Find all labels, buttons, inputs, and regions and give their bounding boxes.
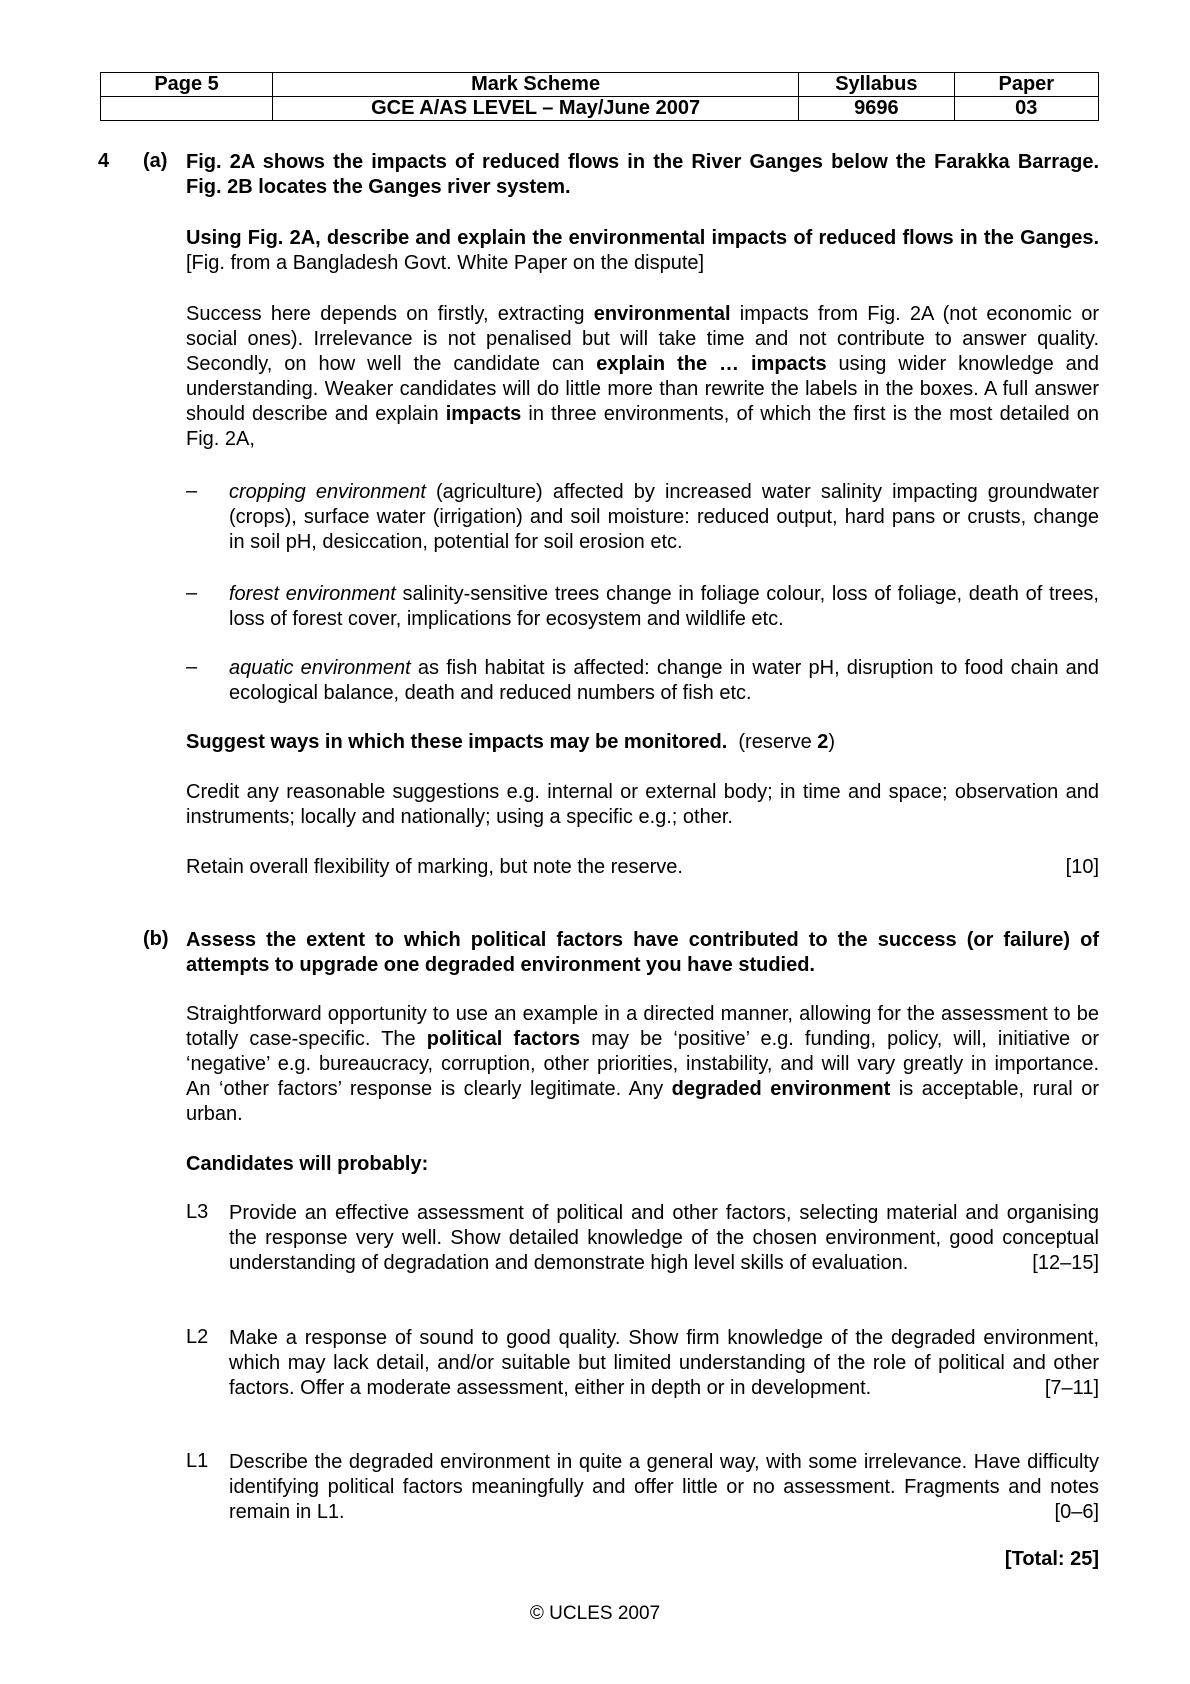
header-syllabus-code: 9696: [799, 97, 954, 121]
reserve-text: (reserve: [738, 731, 818, 753]
guidance-bold-impacts: impacts: [445, 403, 522, 425]
guidance-text: Success here depends on firstly, extracting: [186, 303, 594, 325]
level-label: L1: [186, 1450, 209, 1472]
bullet-text: (agriculture) affected by increased water salinity impacting groundwater (crops), surface water (irrigation) and soil moisture: reduced output, hard pans or crusts, change in soil pH, desiccation, potential for soil erosion etc.: [229, 481, 1099, 553]
header-exam: GCE A/AS LEVEL – May/June 2007: [273, 97, 799, 121]
header-row-1: [101, 73, 1099, 97]
bullet-aquatic: [229, 656, 1099, 706]
part-b-label: (b): [143, 928, 169, 950]
level-text: Make a response of sound to good quality. Show firm knowledge of the degraded environment, which may lack detail, and/or suitable but limited understanding of the role of political and other factors. Offer a moderate assessment, either in depth or in development.: [229, 1327, 1099, 1399]
question-number: 4: [98, 150, 110, 172]
guidance-text: is acceptable, rural or urban.: [186, 1078, 1099, 1125]
level-text: Provide an effective assessment of political and other factors, selecting material and organising the response very well. Show detailed knowledge of the chosen environment, good conceptual understanding of degradation and demonstrate high level skills of evaluation.: [229, 1202, 1099, 1274]
bullet-term: cropping environment: [229, 481, 426, 503]
level-mark: [7–11]: [1044, 1377, 1099, 1399]
level-text: Describe the degraded environment in quite a general way, with some irrelevance. Have difficulty identifying political factors meaningfully and offer little or no assessment. Fragments and notes remain in L1.: [229, 1451, 1099, 1523]
bullet-dash: –: [186, 582, 198, 604]
guidance-bold-environmental: environmental: [593, 303, 731, 325]
bullet-forest: [229, 582, 1099, 632]
part-a-label: (a): [143, 150, 168, 172]
level-3-descriptor: [229, 1201, 1099, 1276]
guidance-text: in three environments, of which the first is the most detailed on Fig. 2A,: [186, 403, 1099, 450]
level-mark: [0–6]: [1054, 1501, 1099, 1523]
bullet-dash: –: [186, 480, 198, 502]
level-label: L2: [186, 1326, 209, 1348]
reserve-close: ): [828, 731, 836, 753]
monitor-bold: Suggest ways in which these impacts may be monitored.: [186, 731, 728, 753]
header-page: Page 5: [101, 73, 273, 97]
total-marks: [Total: 25]: [1004, 1548, 1099, 1570]
credit-text: Credit any reasonable suggestions e.g. internal or external body; in time and space; observation and instruments; locally and nationally; using a specific e.g.; other.: [186, 781, 1099, 828]
header-title: Mark Scheme: [273, 73, 799, 97]
monitor-question: [186, 730, 1099, 755]
level-mark: [12–15]: [1032, 1252, 1099, 1274]
level-label: L3: [186, 1201, 209, 1223]
bullet-term: aquatic environment: [229, 657, 411, 679]
guidance-bold-degraded: degraded environment: [671, 1078, 891, 1100]
reserve-number: 2: [817, 731, 829, 753]
header-empty-cell: [101, 97, 273, 121]
guidance-text: using wider knowledge and understanding. Weaker candidates will do little more than rewrite the labels in the boxes. A full answer should describe and explain: [186, 353, 1100, 425]
guidance-text: Straightforward opportunity to use an example in a directed manner, allowing for the assessment to be totally case-specific. The: [186, 1003, 1099, 1050]
header-syllabus-label: Syllabus: [799, 73, 954, 97]
guidance-text: impacts from Fig. 2A (not economic or social ones). Irrelevance is not penalised but will take time and not contribute to answer quality. Secondly, on how well the candidate can: [186, 303, 1099, 375]
header-paper-number: 03: [954, 97, 1098, 121]
guidance-text: may be ‘positive’ e.g. funding, policy, will, initiative or ‘negative’ e.g. bureaucracy, corruption, other priorities, instability, and will vary greatly in importance. An ‘other factors’ response is clearly legitimate. Any: [186, 1028, 1099, 1100]
retain-text: Retain overall flexibility of marking, but note the reserve.: [186, 856, 683, 878]
header-row-2: [101, 97, 1099, 121]
guidance-bold-explain: explain the … impacts: [596, 353, 827, 375]
retain-line: [186, 855, 1099, 880]
level-2-descriptor: [229, 1326, 1099, 1401]
retain-mark: [10]: [1065, 856, 1099, 878]
level-1-descriptor: [229, 1450, 1099, 1525]
bullet-cropping: [229, 480, 1099, 555]
part-a-task: [186, 226, 1099, 276]
part-a-task-bold: Using Fig. 2A, describe and explain the environmental impacts of reduced flows in the Ganges.: [186, 227, 1099, 249]
bullet-text: as fish habitat is affected: change in water pH, disruption to food chain and ecological balance, death and reduced numbers of fish etc.: [229, 657, 1100, 704]
bullet-text: salinity-sensitive trees change in foliage colour, loss of foliage, death of trees, loss of forest cover, implications for ecosystem and wildlife etc.: [229, 583, 1099, 630]
guidance-bold-political: political factors: [426, 1028, 581, 1050]
candidates-heading: Candidates will probably:: [186, 1153, 429, 1175]
part-a-guidance: [186, 302, 1099, 452]
bullet-term: forest environment: [229, 583, 396, 605]
part-b-prompt: Assess the extent to which political factors have contributed to the success (or failure) of attempts to upgrade one degraded environment you have studied.: [186, 929, 1099, 976]
footer-copyright: © UCLES 2007: [529, 1603, 661, 1624]
part-a-task-note: [Fig. from a Bangladesh Govt. White Paper on the dispute]: [186, 252, 705, 274]
part-b-guidance: [186, 1002, 1099, 1127]
bullet-dash: –: [186, 656, 198, 678]
part-a-prompt: Fig. 2A shows the impacts of reduced flows in the River Ganges below the Farakka Barrage. Fig. 2B locates the Ganges river system.: [186, 151, 1099, 198]
header-table: [100, 72, 1099, 121]
header-paper-label: Paper: [954, 73, 1098, 97]
